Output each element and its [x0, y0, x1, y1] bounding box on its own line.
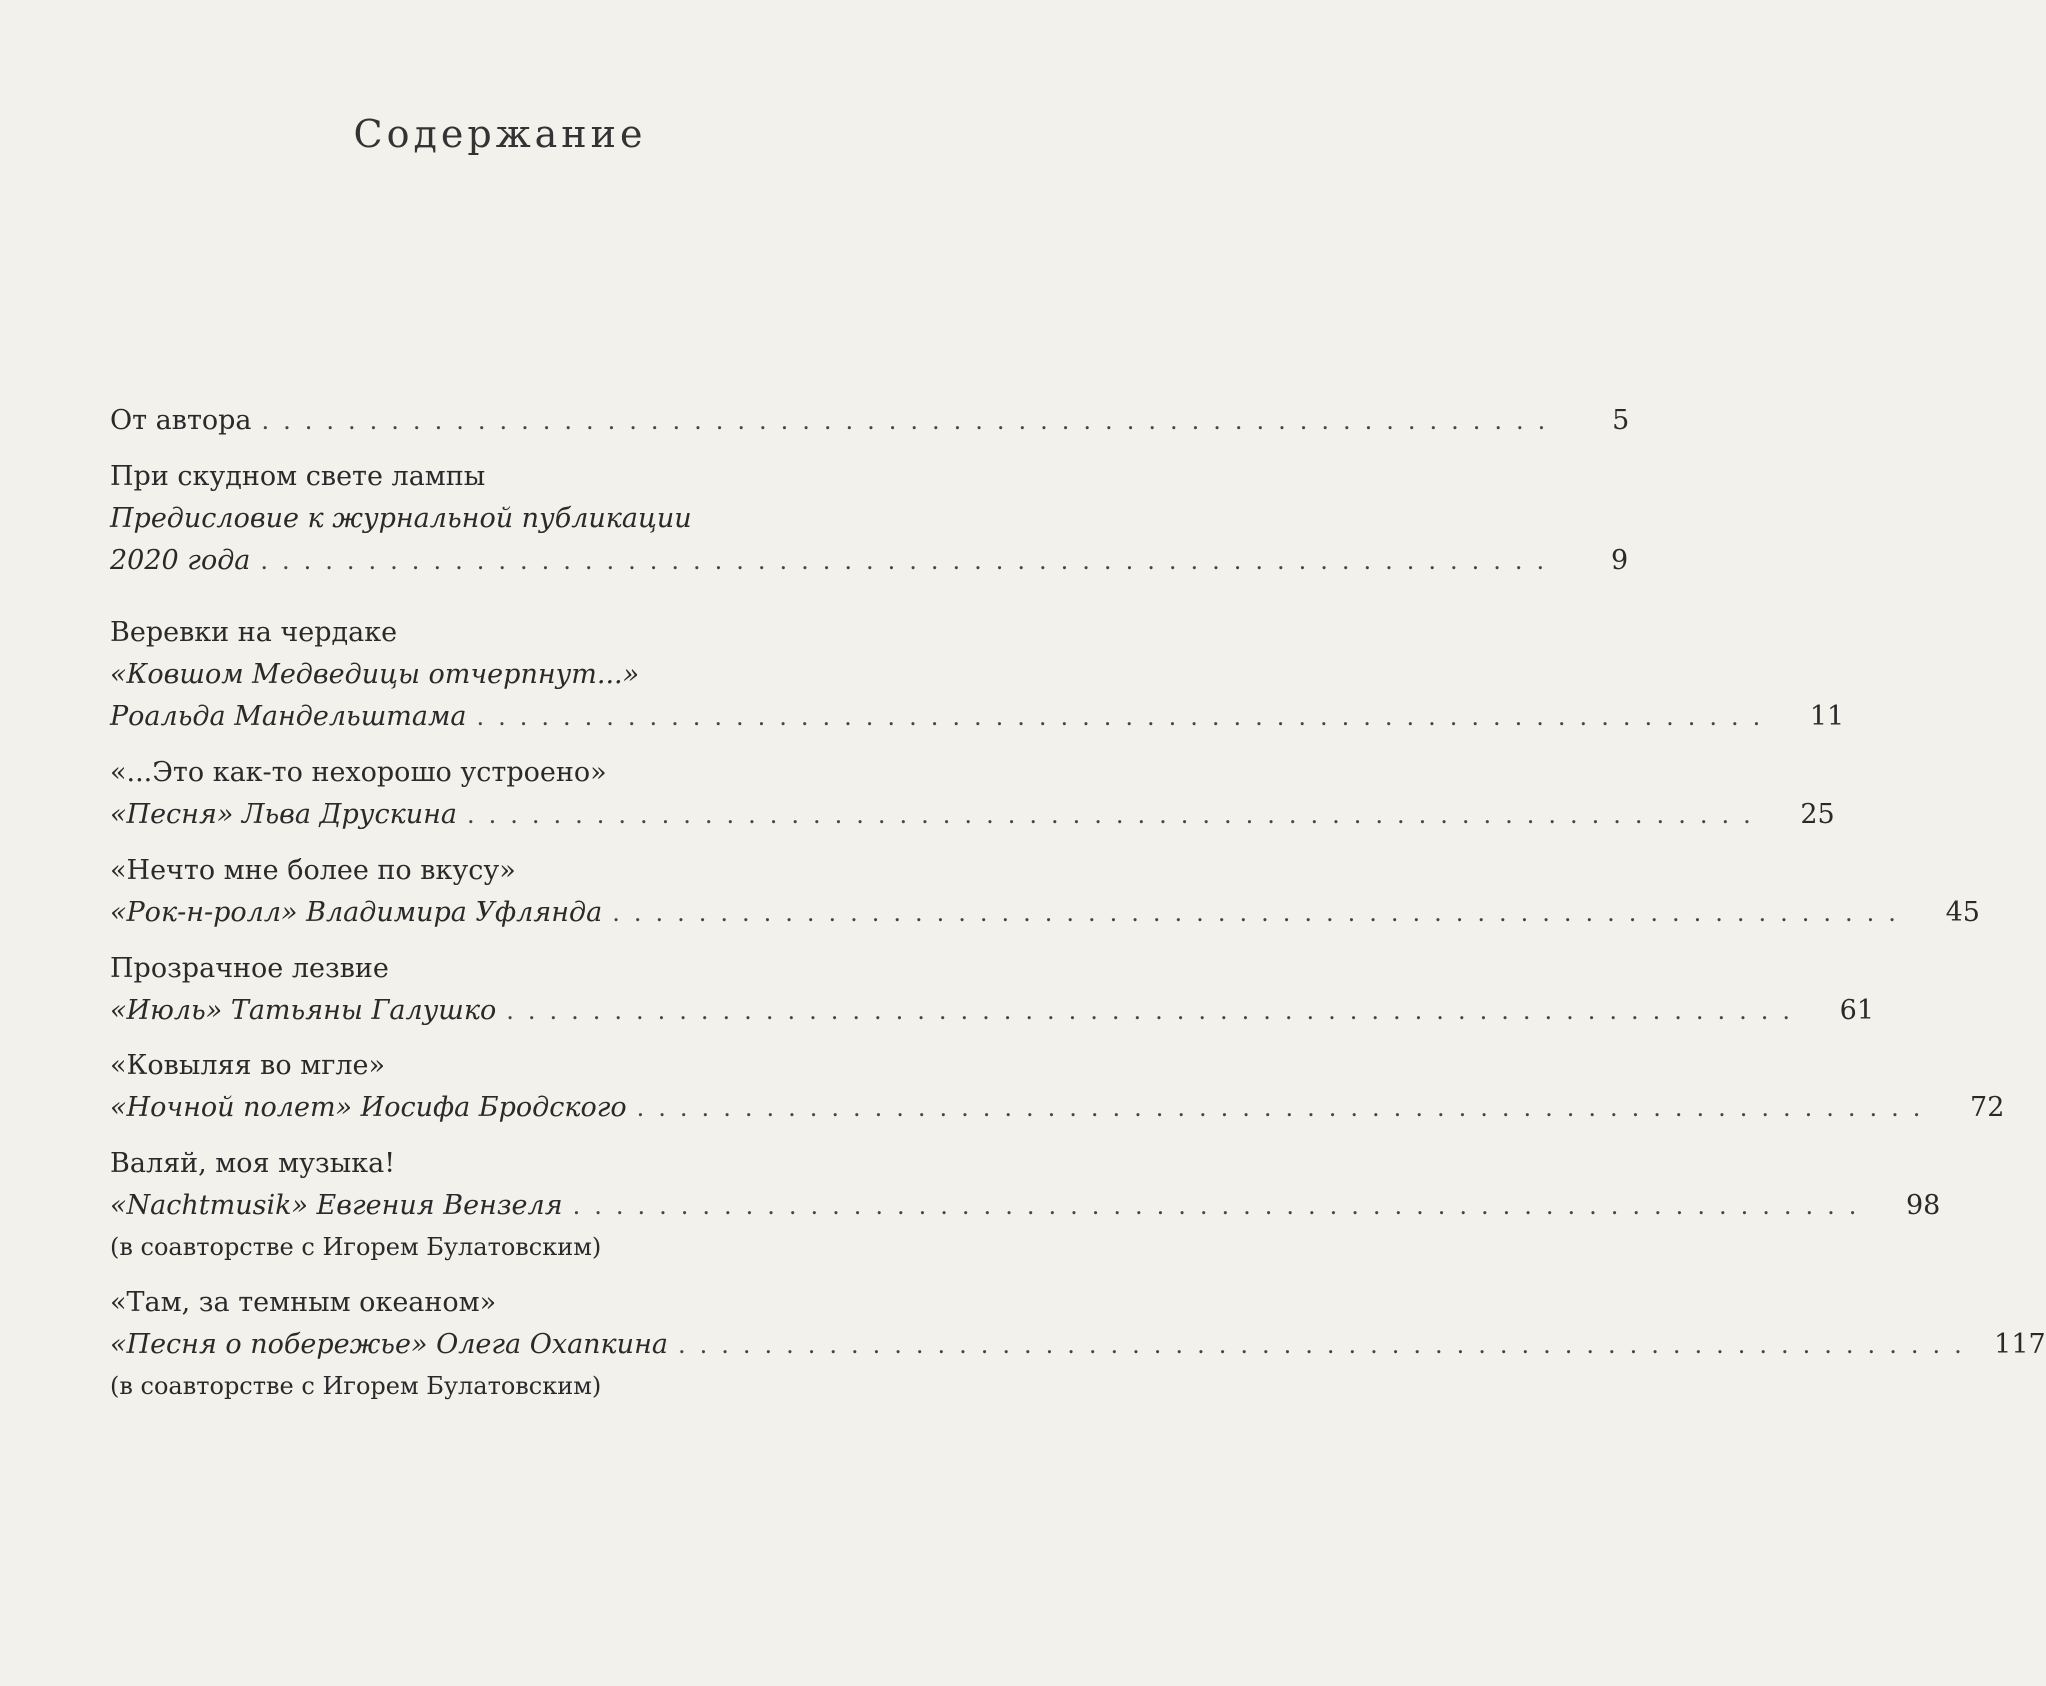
toc-entry-title	[110, 456, 895, 498]
toc-entry-subtitle	[110, 498, 895, 540]
toc-entry-text: «Песня» Льва Друскина	[110, 799, 457, 830]
dot-leader: ............................................................	[572, 1192, 1871, 1220]
toc-entry-leader-line	[110, 794, 1835, 836]
dot-leader: ............................................................	[476, 703, 1775, 731]
toc-entry-text: «Там, за темным океаном»	[110, 1287, 497, 1318]
toc-entry-text: «Ночной полет» Иосифа Бродского	[110, 1092, 627, 1123]
toc-entry-text: «Nachtmusik» Евгения Вензеля	[110, 1190, 563, 1221]
toc-entry[interactable]	[110, 1045, 2005, 1129]
toc-entry-text: «Нечто мне более по вкусу»	[110, 855, 516, 886]
page-number: 5	[1612, 405, 1630, 436]
toc-entry-title	[110, 612, 895, 654]
toc-entry-text: «Июль» Татьяны Галушко	[110, 995, 497, 1026]
toc-entry[interactable]	[110, 612, 1845, 738]
page-number: 11	[1809, 701, 1845, 732]
toc-entry-subtitle	[110, 654, 895, 696]
toc-entry[interactable]	[110, 948, 1874, 1032]
toc-entry-text: От автора	[110, 405, 252, 436]
page-number: 72	[1970, 1092, 2005, 1123]
page-number: 117	[1994, 1329, 2046, 1360]
toc-entry-title	[110, 850, 895, 892]
toc-entry-title	[110, 1282, 895, 1324]
page-number: 45	[1945, 897, 1980, 928]
toc-entry-title	[110, 1143, 895, 1185]
dot-leader: ............................................................	[261, 407, 1560, 435]
toc-entry-title	[110, 948, 895, 990]
toc-entry-text: «...Это как-то нехорошо устроено»	[110, 757, 607, 788]
toc-entry-text: Роальда Мандельштама	[110, 701, 467, 732]
toc-entry-leader-line	[110, 400, 1630, 442]
toc-entry-title	[110, 1045, 895, 1087]
dot-leader: ............................................................	[506, 997, 1804, 1025]
toc-entry[interactable]	[110, 1143, 1941, 1267]
toc-entry-title	[110, 752, 895, 794]
toc-entry-text: Прозрачное лезвие	[110, 953, 389, 984]
toc-entry-leader-line	[110, 1324, 2046, 1366]
toc-entry[interactable]	[110, 456, 1629, 582]
toc-entry-text: Предисловие к журнальной публикации	[110, 503, 692, 534]
toc-entry-text: 2020 года	[110, 545, 251, 576]
dot-leader: ............................................................	[466, 801, 1765, 829]
toc-entry[interactable]	[110, 850, 1980, 934]
toc-entry-text: Веревки на чердаке	[110, 617, 398, 648]
toc-entry-note: (в соавторстве с Игорем Булатовским)	[110, 1372, 602, 1400]
toc-entry-leader-line	[110, 892, 1980, 934]
toc-entry[interactable]	[110, 1282, 2046, 1406]
toc-entry[interactable]	[110, 752, 1835, 836]
page-number: 9	[1610, 545, 1629, 576]
toc-entry-note: (в соавторстве с Игорем Булатовским)	[110, 1233, 602, 1261]
toc-entry-text: При скудном свете лампы	[110, 461, 486, 492]
toc-entry-text: «Рок-н-ролл» Владимира Уфлянда	[110, 897, 603, 928]
page-number: 25	[1800, 799, 1835, 830]
toc-entry-leader-line	[110, 540, 1629, 582]
page-number: 61	[1839, 995, 1874, 1026]
toc-entry-leader-line	[110, 696, 1845, 738]
toc-entry-text: Валяй, моя музыка!	[110, 1148, 396, 1179]
dot-leader: ............................................................	[612, 899, 1910, 927]
dot-leader: ............................................................	[636, 1094, 1935, 1122]
toc-entry-text: «Ковыляя во мгле»	[110, 1050, 385, 1081]
toc-entry[interactable]	[110, 400, 1630, 442]
toc-entry-text: «Ковшом Медведицы отчерпнут...»	[110, 659, 640, 690]
toc-entry-leader-line	[110, 1087, 2005, 1129]
dot-leader: ............................................................	[260, 547, 1559, 575]
page-title: Содержание	[353, 112, 647, 156]
toc-entry-leader-line	[110, 990, 1874, 1032]
toc-entry-leader-line	[110, 1185, 1941, 1227]
toc-entry-text: «Песня о побережье» Олега Охапкина	[110, 1329, 668, 1360]
dot-leader: ............................................................	[677, 1331, 1976, 1359]
page-number: 98	[1905, 1190, 1941, 1221]
